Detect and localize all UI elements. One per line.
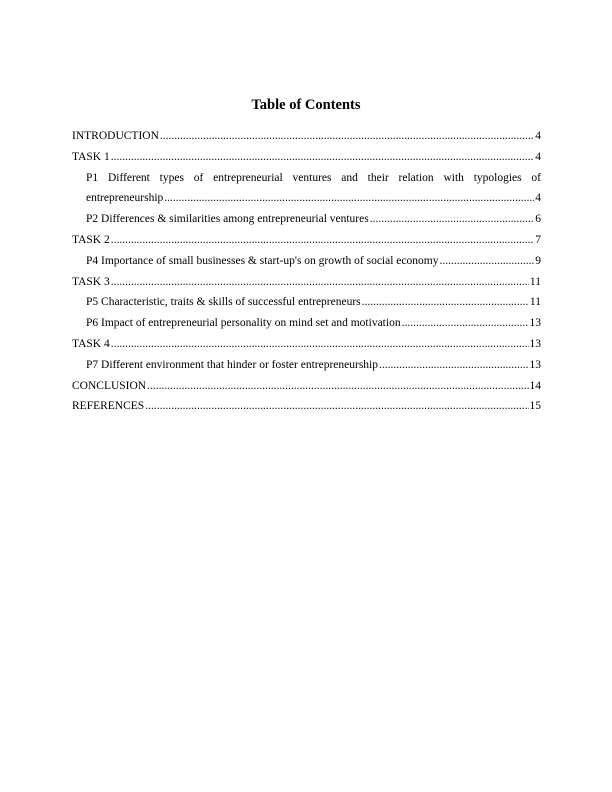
toc-entry-label: INTRODUCTION <box>72 130 159 142</box>
toc-entry-label: P7 Different environment that hinder or foster entrepreneurship <box>86 358 378 371</box>
toc-entry-references[interactable] <box>72 396 541 417</box>
toc-leader-dots <box>111 334 529 355</box>
toc-page-number: 13 <box>529 337 541 350</box>
toc-page-number: 11 <box>529 275 541 288</box>
toc-entry-label: CONCLUSION <box>72 379 147 392</box>
toc-entry-label: TASK 2 <box>72 233 110 246</box>
toc-entry-p1[interactable] <box>72 168 541 210</box>
toc-leader-dots <box>145 396 528 417</box>
toc-leader-dots <box>111 230 535 251</box>
toc-page-number: 13 <box>529 317 541 330</box>
toc-leader-dots <box>370 209 535 230</box>
toc-leader-dots <box>379 355 529 376</box>
toc-page-number: 4 <box>535 130 541 142</box>
toc-entry-introduction[interactable] <box>72 126 541 147</box>
toc-entry-label-line-2: entrepreneurship <box>86 192 164 205</box>
toc-entry-label: P4 Importance of small businesses & start-up's on growth of social economy <box>86 254 439 267</box>
toc-leader-dots <box>111 147 535 168</box>
toc-entry-task-3[interactable] <box>72 272 541 293</box>
toc-entry-p7[interactable] <box>72 355 541 376</box>
toc-leader-dots <box>164 188 534 209</box>
toc-entry-label: TASK 4 <box>72 337 110 350</box>
toc-leader-dots <box>160 126 534 147</box>
toc-entry-label: TASK 1 <box>72 150 110 163</box>
toc-leader-dots <box>439 251 534 272</box>
toc-entry-p4[interactable] <box>72 251 541 272</box>
toc-entry-label: P6 Impact of entrepreneurial personality on mind set and motivation <box>86 317 401 330</box>
toc-entry-task-4[interactable] <box>72 334 541 355</box>
toc-page-number: 13 <box>529 358 541 371</box>
toc-page-number: 11 <box>529 296 541 309</box>
toc-page-number: 14 <box>529 379 541 392</box>
toc-page-number: 4 <box>535 192 541 205</box>
toc-entry-p6[interactable] <box>72 313 541 334</box>
toc-entry-label: P5 Characteristic, traits & skills of successful entrepreneurs <box>86 296 361 309</box>
toc-page-number: 4 <box>535 150 541 163</box>
toc-entry-label-line-2-row <box>86 188 541 209</box>
toc-leader-dots <box>147 376 528 397</box>
toc-entry-label: REFERENCES <box>72 400 145 413</box>
toc-entry-p5[interactable] <box>72 292 541 313</box>
toc-page-number: 15 <box>529 400 541 413</box>
toc-page-number: 6 <box>535 213 541 226</box>
toc-entry-label-line-1: P1 Different types of entrepreneurial ventures and their relation with typologies of <box>86 171 541 184</box>
toc-entry-p2[interactable] <box>72 209 541 230</box>
toc-entry-task-2[interactable] <box>72 230 541 251</box>
toc-entry-label: P2 Differences & similarities among entrepreneurial ventures <box>86 213 369 226</box>
toc-title: Table of Contents <box>251 97 361 113</box>
table-of-contents <box>72 126 541 417</box>
toc-page-number: 7 <box>535 233 541 246</box>
toc-leader-dots <box>402 313 529 334</box>
toc-entry-label: TASK 3 <box>72 275 110 288</box>
toc-leader-dots <box>362 292 529 313</box>
toc-leader-dots <box>111 272 529 293</box>
toc-entry-task-1[interactable] <box>72 147 541 168</box>
toc-entry-conclusion[interactable] <box>72 376 541 397</box>
toc-page-number: 9 <box>535 254 541 267</box>
